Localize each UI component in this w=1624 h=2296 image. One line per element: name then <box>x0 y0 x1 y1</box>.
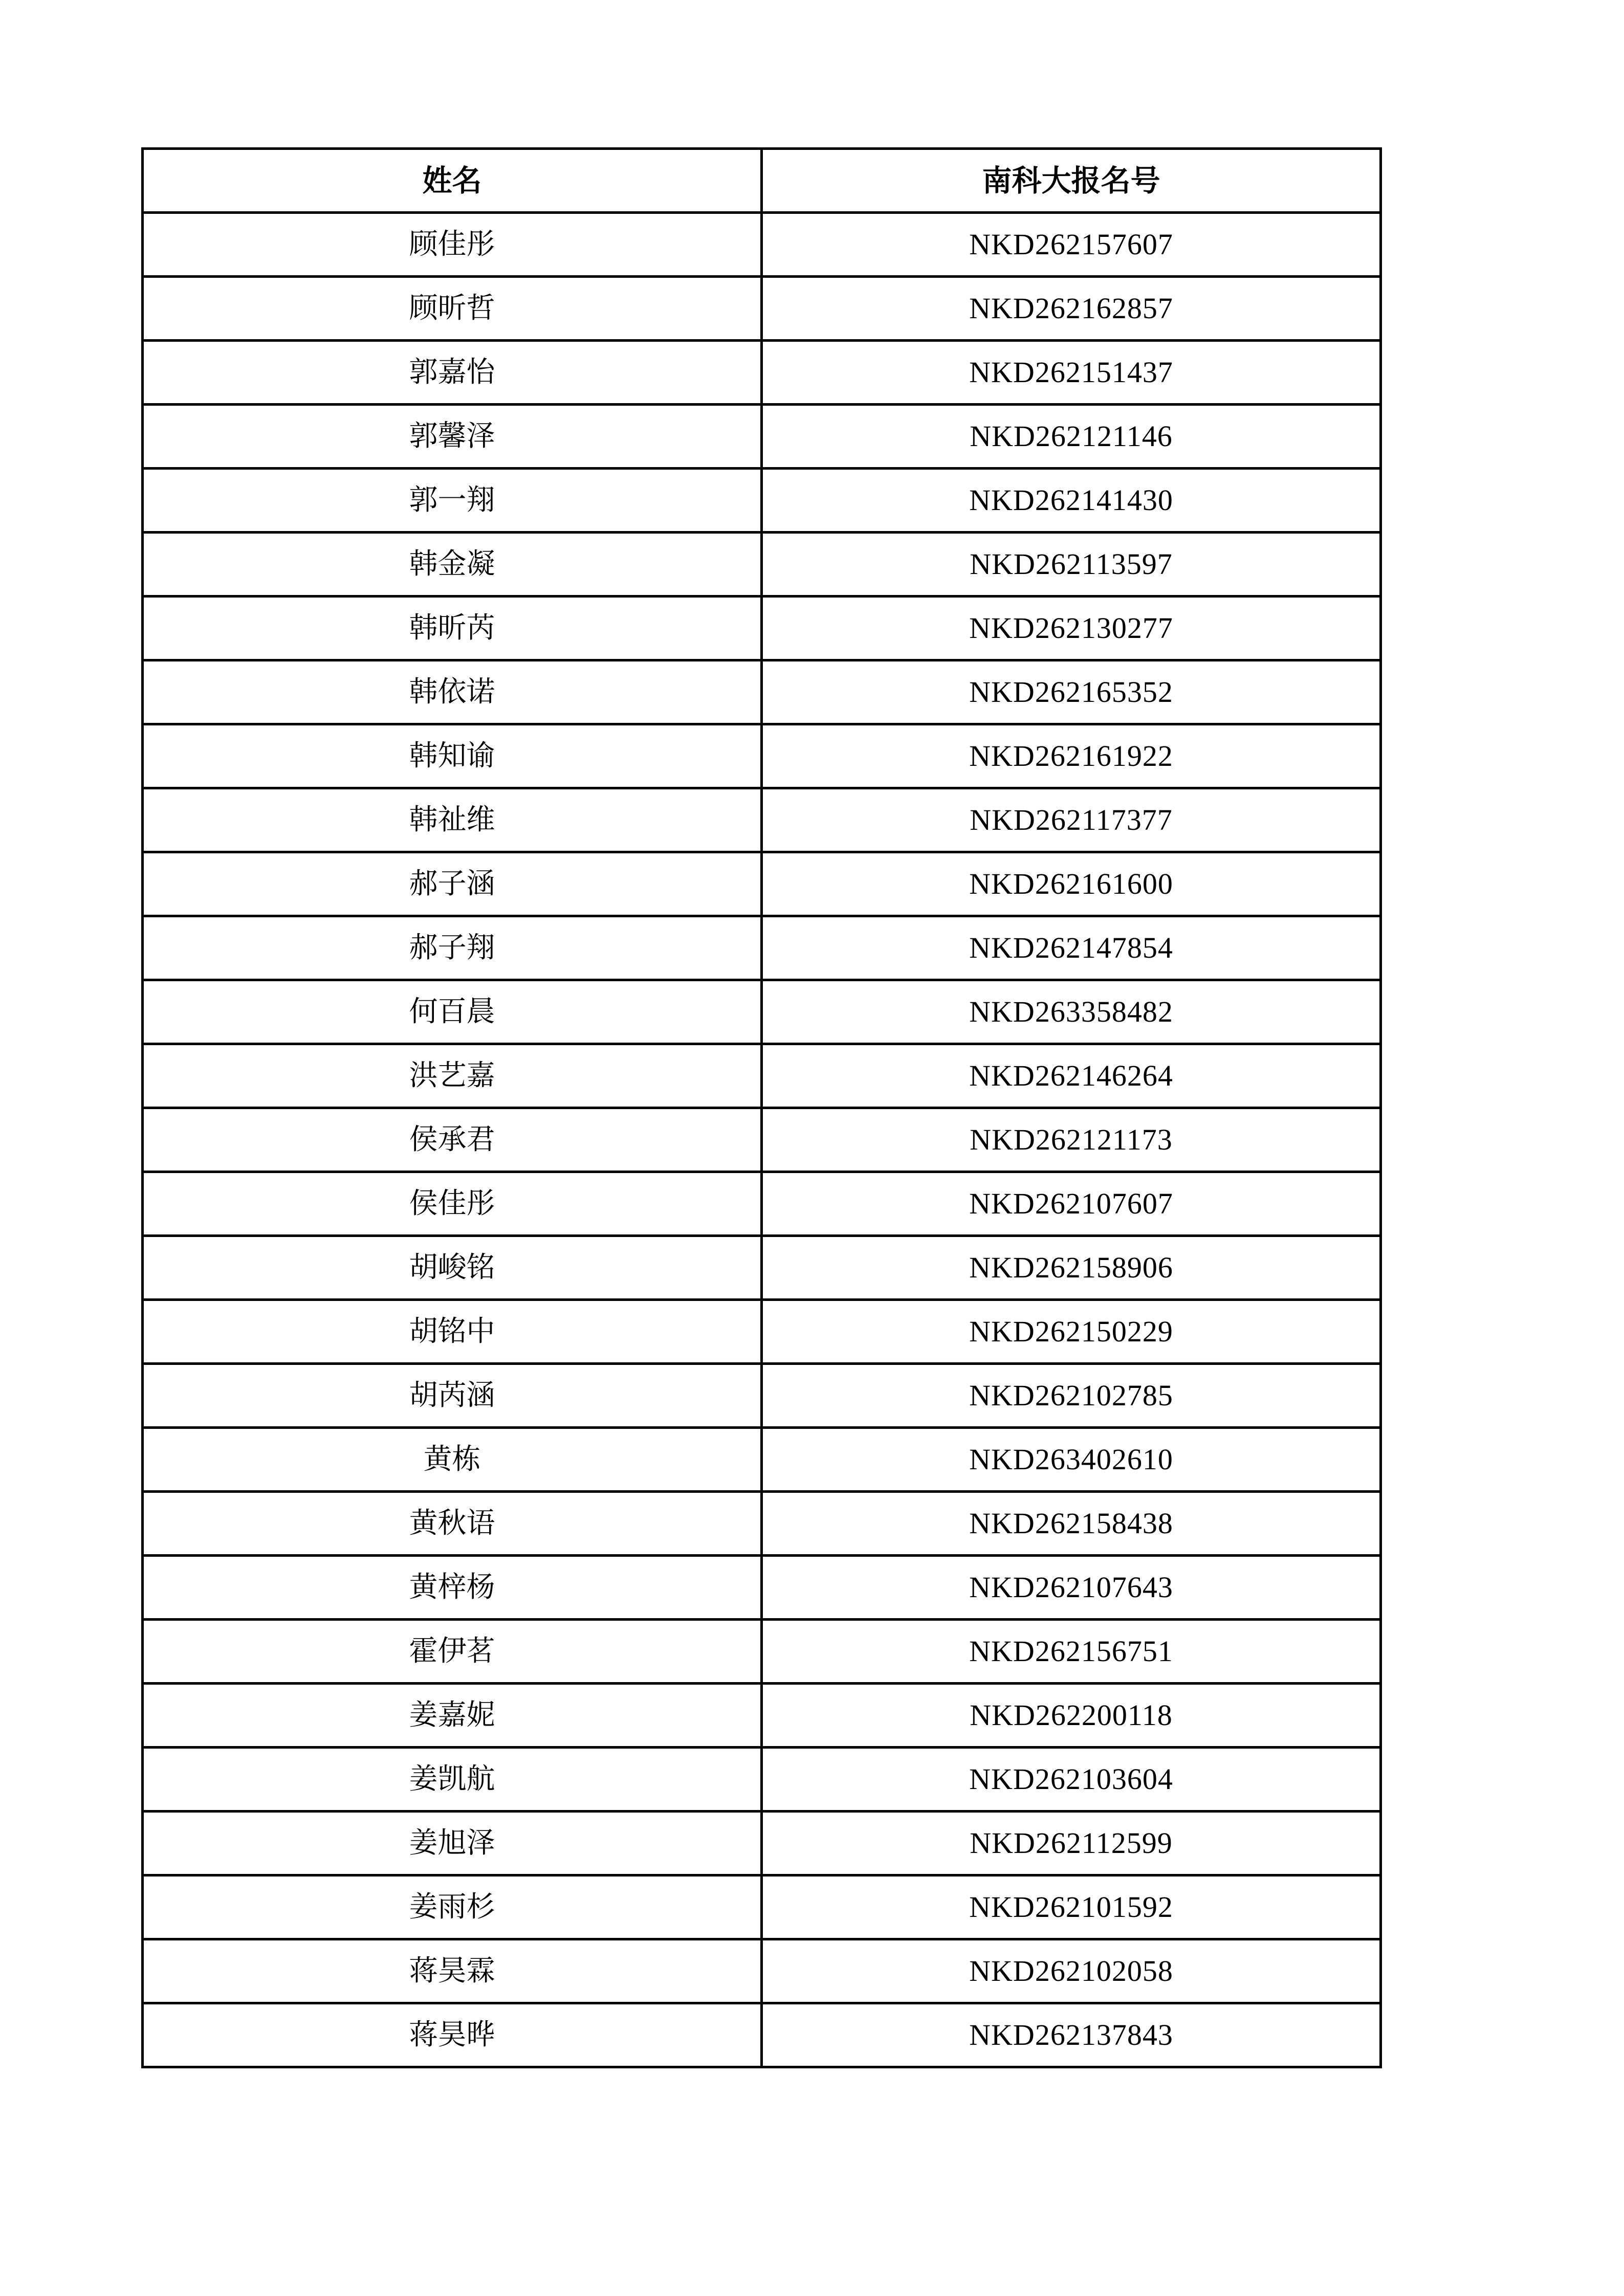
name-cell: 韩祉维 <box>143 788 762 852</box>
name-cell: 侯佳彤 <box>143 1172 762 1236</box>
name-cell: 顾佳彤 <box>143 213 762 277</box>
roster-sheet <box>141 147 1379 2068</box>
registration-no-cell: NKD262102058 <box>762 1939 1381 2003</box>
registration-no-cell: NKD262101592 <box>762 1875 1381 1939</box>
roster-body <box>143 213 1381 2067</box>
table-row <box>143 1556 1381 1620</box>
table-row <box>143 597 1381 660</box>
table-row <box>143 1108 1381 1172</box>
registration-no-cell: NKD262161600 <box>762 852 1381 916</box>
name-cell: 郭一翔 <box>143 469 762 533</box>
table-row <box>143 1428 1381 1492</box>
table-row <box>143 405 1381 469</box>
table-row <box>143 1684 1381 1748</box>
roster-table <box>141 147 1382 2068</box>
name-cell: 郭嘉怡 <box>143 341 762 405</box>
name-cell: 蒋昊晔 <box>143 2003 762 2067</box>
name-cell: 韩金凝 <box>143 533 762 597</box>
table-row <box>143 341 1381 405</box>
table-row <box>143 1620 1381 1684</box>
name-cell: 姜旭泽 <box>143 1812 762 1875</box>
table-row <box>143 724 1381 788</box>
table-row <box>143 1492 1381 1556</box>
table-row <box>143 1748 1381 1812</box>
table-row <box>143 788 1381 852</box>
name-cell: 黄梓杨 <box>143 1556 762 1620</box>
registration-no-cell: NKD262112599 <box>762 1812 1381 1875</box>
registration-no-cell: NKD262147854 <box>762 916 1381 980</box>
name-cell: 韩依诺 <box>143 660 762 724</box>
registration-no-cell: NKD262156751 <box>762 1620 1381 1684</box>
name-cell: 胡铭中 <box>143 1300 762 1364</box>
registration-no-cell: NKD262130277 <box>762 597 1381 660</box>
column-header-registration-no: 南科大报名号 <box>762 149 1381 213</box>
registration-no-cell: NKD262158906 <box>762 1236 1381 1300</box>
registration-no-cell: NKD262158438 <box>762 1492 1381 1556</box>
table-row <box>143 1364 1381 1428</box>
header-row <box>143 149 1381 213</box>
table-row <box>143 1172 1381 1236</box>
registration-no-cell: NKD262107643 <box>762 1556 1381 1620</box>
registration-no-cell: NKD262151437 <box>762 341 1381 405</box>
registration-no-cell: NKD262117377 <box>762 788 1381 852</box>
registration-no-cell: NKD262146264 <box>762 1044 1381 1108</box>
registration-no-cell: NKD262113597 <box>762 533 1381 597</box>
name-cell: 姜嘉妮 <box>143 1684 762 1748</box>
table-row <box>143 1044 1381 1108</box>
name-cell: 黄栋 <box>143 1428 762 1492</box>
name-cell: 胡峻铭 <box>143 1236 762 1300</box>
name-cell: 蒋昊霖 <box>143 1939 762 2003</box>
registration-no-cell: NKD262162857 <box>762 277 1381 341</box>
registration-no-cell: NKD262107607 <box>762 1172 1381 1236</box>
registration-no-cell: NKD263402610 <box>762 1428 1381 1492</box>
name-cell: 顾昕哲 <box>143 277 762 341</box>
name-cell: 霍伊茗 <box>143 1620 762 1684</box>
registration-no-cell: NKD263358482 <box>762 980 1381 1044</box>
table-row <box>143 1812 1381 1875</box>
name-cell: 侯承君 <box>143 1108 762 1172</box>
table-row <box>143 213 1381 277</box>
name-cell: 姜雨杉 <box>143 1875 762 1939</box>
name-cell: 郭馨泽 <box>143 405 762 469</box>
table-row <box>143 916 1381 980</box>
table-row <box>143 533 1381 597</box>
registration-no-cell: NKD262150229 <box>762 1300 1381 1364</box>
registration-no-cell: NKD262200118 <box>762 1684 1381 1748</box>
name-cell: 黄秋语 <box>143 1492 762 1556</box>
registration-no-cell: NKD262157607 <box>762 213 1381 277</box>
name-cell: 姜凯航 <box>143 1748 762 1812</box>
registration-no-cell: NKD262161922 <box>762 724 1381 788</box>
name-cell: 郝子翔 <box>143 916 762 980</box>
registration-no-cell: NKD262121146 <box>762 405 1381 469</box>
name-cell: 韩知谕 <box>143 724 762 788</box>
table-row <box>143 469 1381 533</box>
name-cell: 洪艺嘉 <box>143 1044 762 1108</box>
table-row <box>143 1875 1381 1939</box>
registration-no-cell: NKD262102785 <box>762 1364 1381 1428</box>
column-header-name: 姓名 <box>143 149 762 213</box>
name-cell: 何百晨 <box>143 980 762 1044</box>
table-row <box>143 660 1381 724</box>
name-cell: 胡芮涵 <box>143 1364 762 1428</box>
table-row <box>143 277 1381 341</box>
table-row <box>143 2003 1381 2067</box>
name-cell: 韩昕芮 <box>143 597 762 660</box>
registration-no-cell: NKD262137843 <box>762 2003 1381 2067</box>
table-row <box>143 1236 1381 1300</box>
registration-no-cell: NKD262165352 <box>762 660 1381 724</box>
name-cell: 郝子涵 <box>143 852 762 916</box>
table-row <box>143 980 1381 1044</box>
table-row <box>143 1939 1381 2003</box>
registration-no-cell: NKD262141430 <box>762 469 1381 533</box>
registration-no-cell: NKD262121173 <box>762 1108 1381 1172</box>
registration-no-cell: NKD262103604 <box>762 1748 1381 1812</box>
table-row <box>143 1300 1381 1364</box>
table-row <box>143 852 1381 916</box>
